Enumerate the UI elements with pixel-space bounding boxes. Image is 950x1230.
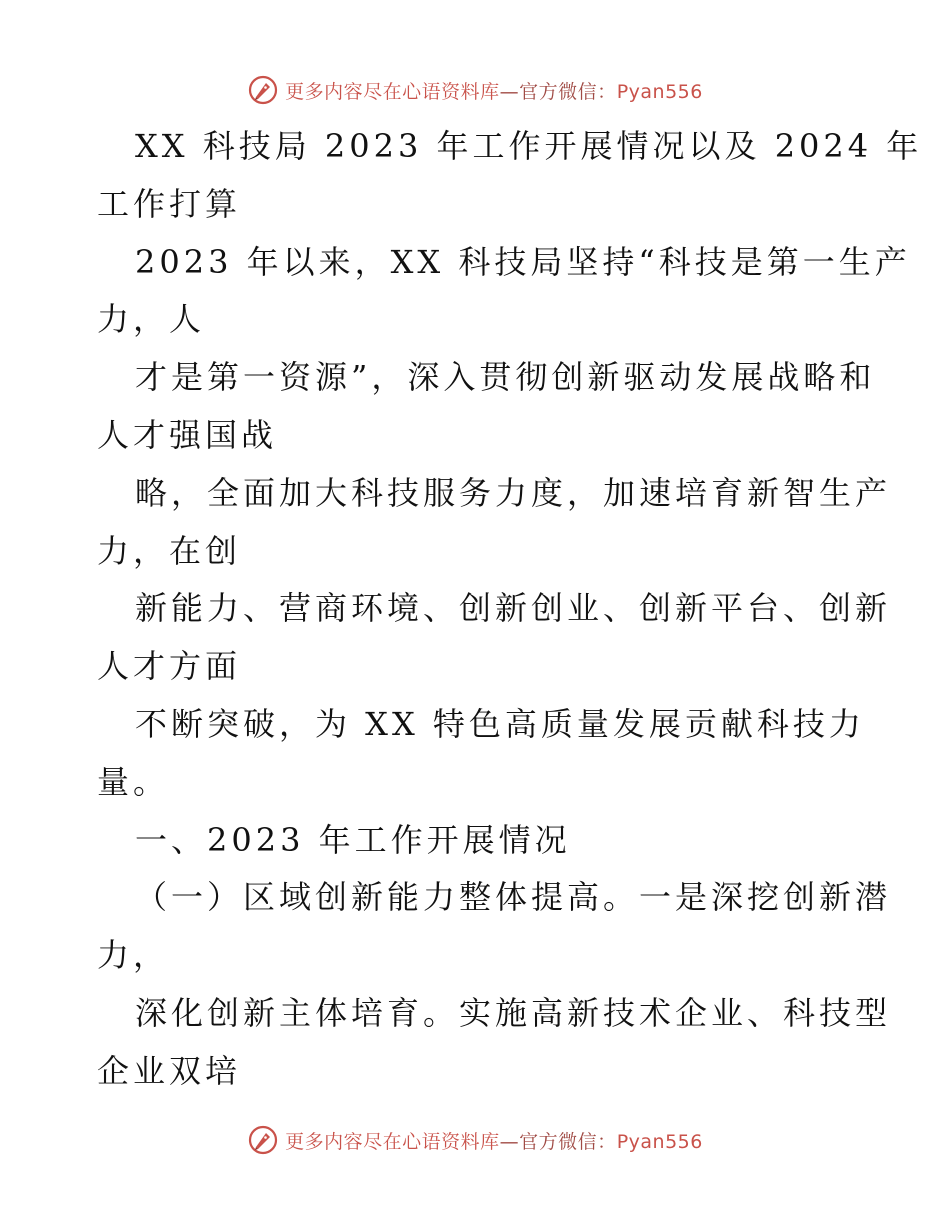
text-line: 量。 <box>97 762 170 801</box>
watermark-footer <box>0 1120 950 1160</box>
watermark-text <box>285 77 703 104</box>
pen-nib-logo-icon <box>247 1124 279 1156</box>
watermark-site-name: 更多内容尽在心语资料库 <box>285 1130 500 1153</box>
text-line: 新能力、营商环境、创新创业、创新平台、创新 <box>135 589 892 628</box>
watermark-wechat-id: Pyan556 <box>616 1130 703 1153</box>
text-line: 力， <box>97 936 170 975</box>
text-line: 企业双培 <box>97 1051 242 1090</box>
pen-nib-logo-icon <box>247 74 279 106</box>
text-line: 人才强国战 <box>97 415 278 454</box>
watermark-wechat-label: 官方微信： <box>519 80 617 103</box>
watermark-header <box>0 70 950 110</box>
watermark-text <box>285 1127 703 1154</box>
text-line: 一、2023 年工作开展情况 <box>135 820 571 859</box>
text-line: 力，人 <box>97 300 206 339</box>
watermark-site-name: 更多内容尽在心语资料库 <box>285 80 500 103</box>
text-line: 力，在创 <box>97 531 242 570</box>
text-line: 人才方面 <box>97 647 242 686</box>
watermark-wechat-id: Pyan556 <box>616 80 703 103</box>
document-body <box>97 118 923 1101</box>
text-line: XX 科技局 2023 年工作开展情况以及 2024 年 <box>135 127 923 165</box>
text-line: 不断突破，为 XX 特色高质量发展贡献科技力 <box>135 704 865 743</box>
text-line: 略，全面加大科技服务力度，加速培育新智生产 <box>135 473 892 512</box>
text-line: 才是第一资源”，深入贯彻创新驱动发展战略和 <box>135 358 876 397</box>
text-line: （一）区域创新能力整体提高。一是深挖创新潜 <box>135 878 892 917</box>
watermark-wechat-label: 官方微信： <box>519 1130 617 1153</box>
text-line: 2023 年以来，XX 科技局坚持“科技是第一生产 <box>135 242 911 281</box>
text-line: 深化创新主体培育。实施高新技术企业、科技型 <box>135 993 892 1032</box>
text-line: 工作打算 <box>97 184 242 223</box>
watermark-separator: — <box>499 80 520 103</box>
watermark-separator: — <box>499 1130 520 1153</box>
